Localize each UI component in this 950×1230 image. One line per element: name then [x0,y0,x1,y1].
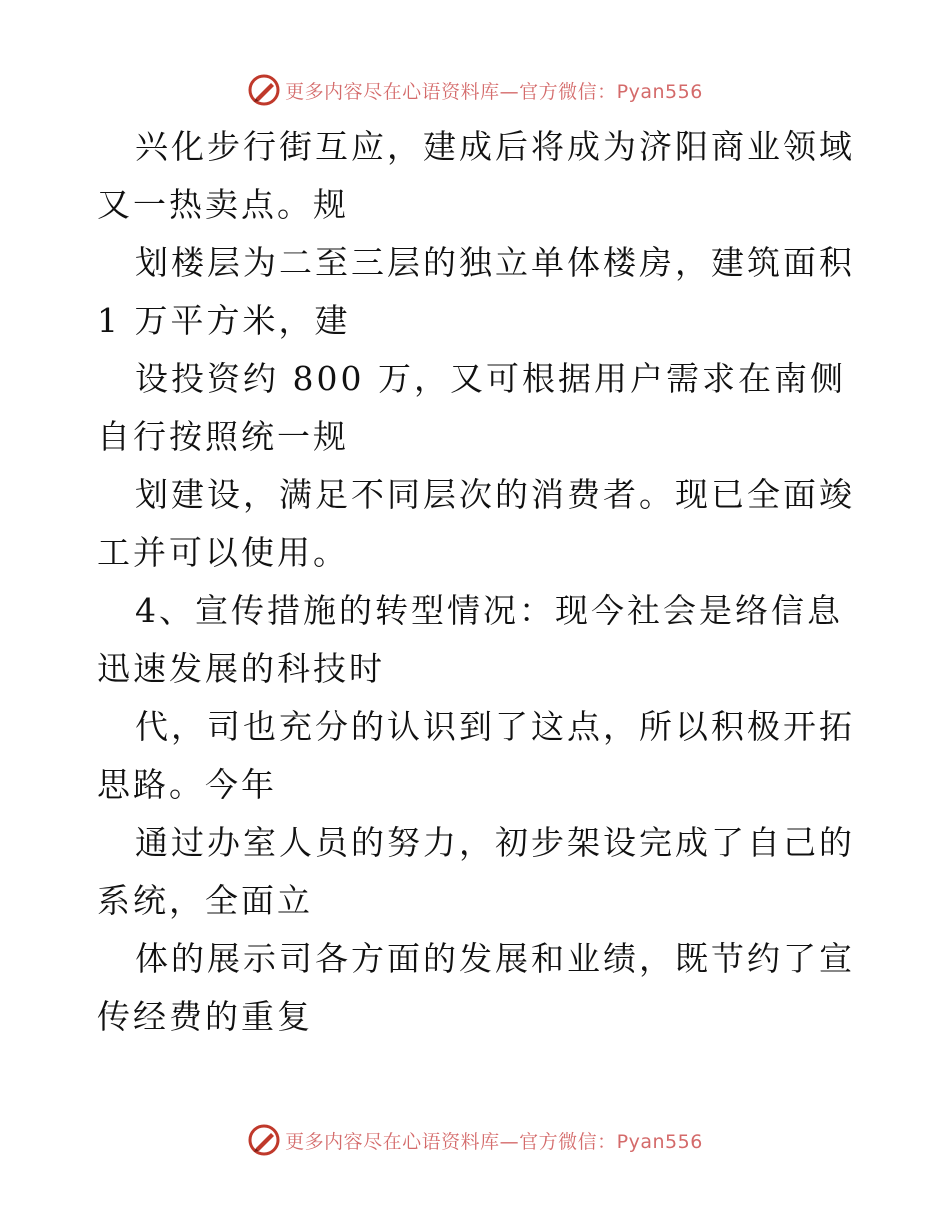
paragraph-7: 通过办室人员的努力，初步架设完成了自己的系统，全面立 [97,823,855,920]
footer-banner [0,1120,950,1160]
paragraph-6: 代，司也充分的认识到了这点，所以积极开拓思路。今年 [97,707,855,804]
paragraph-3: 设投资约 800 万，又可根据用户需求在南侧自行按照统一规 [97,359,846,456]
paragraph-4: 划建设，满足不同层次的消费者。现已全面竣工并可以使用。 [97,475,855,572]
paragraph-5: 4、宣传措施的转型情况：现今社会是络信息迅速发展的科技时 [97,591,843,688]
pen-seal-icon [247,73,281,107]
document-body [97,118,857,1046]
header-banner [0,70,950,110]
paragraph-2: 划楼层为二至三层的独立单体楼房，建筑面积 1 万平方米，建 [97,243,855,340]
header-banner-text: 更多内容尽在心语资料库—官方微信：Pyan556 [285,80,703,103]
paragraph-1: 兴化步行街互应，建成后将成为济阳商业领域又一热卖点。规 [97,127,855,224]
footer-banner-text: 更多内容尽在心语资料库—官方微信：Pyan556 [285,1130,703,1153]
pen-seal-icon [247,1123,281,1157]
paragraph-8: 体的展示司各方面的发展和业绩，既节约了宣传经费的重复 [97,939,855,1036]
